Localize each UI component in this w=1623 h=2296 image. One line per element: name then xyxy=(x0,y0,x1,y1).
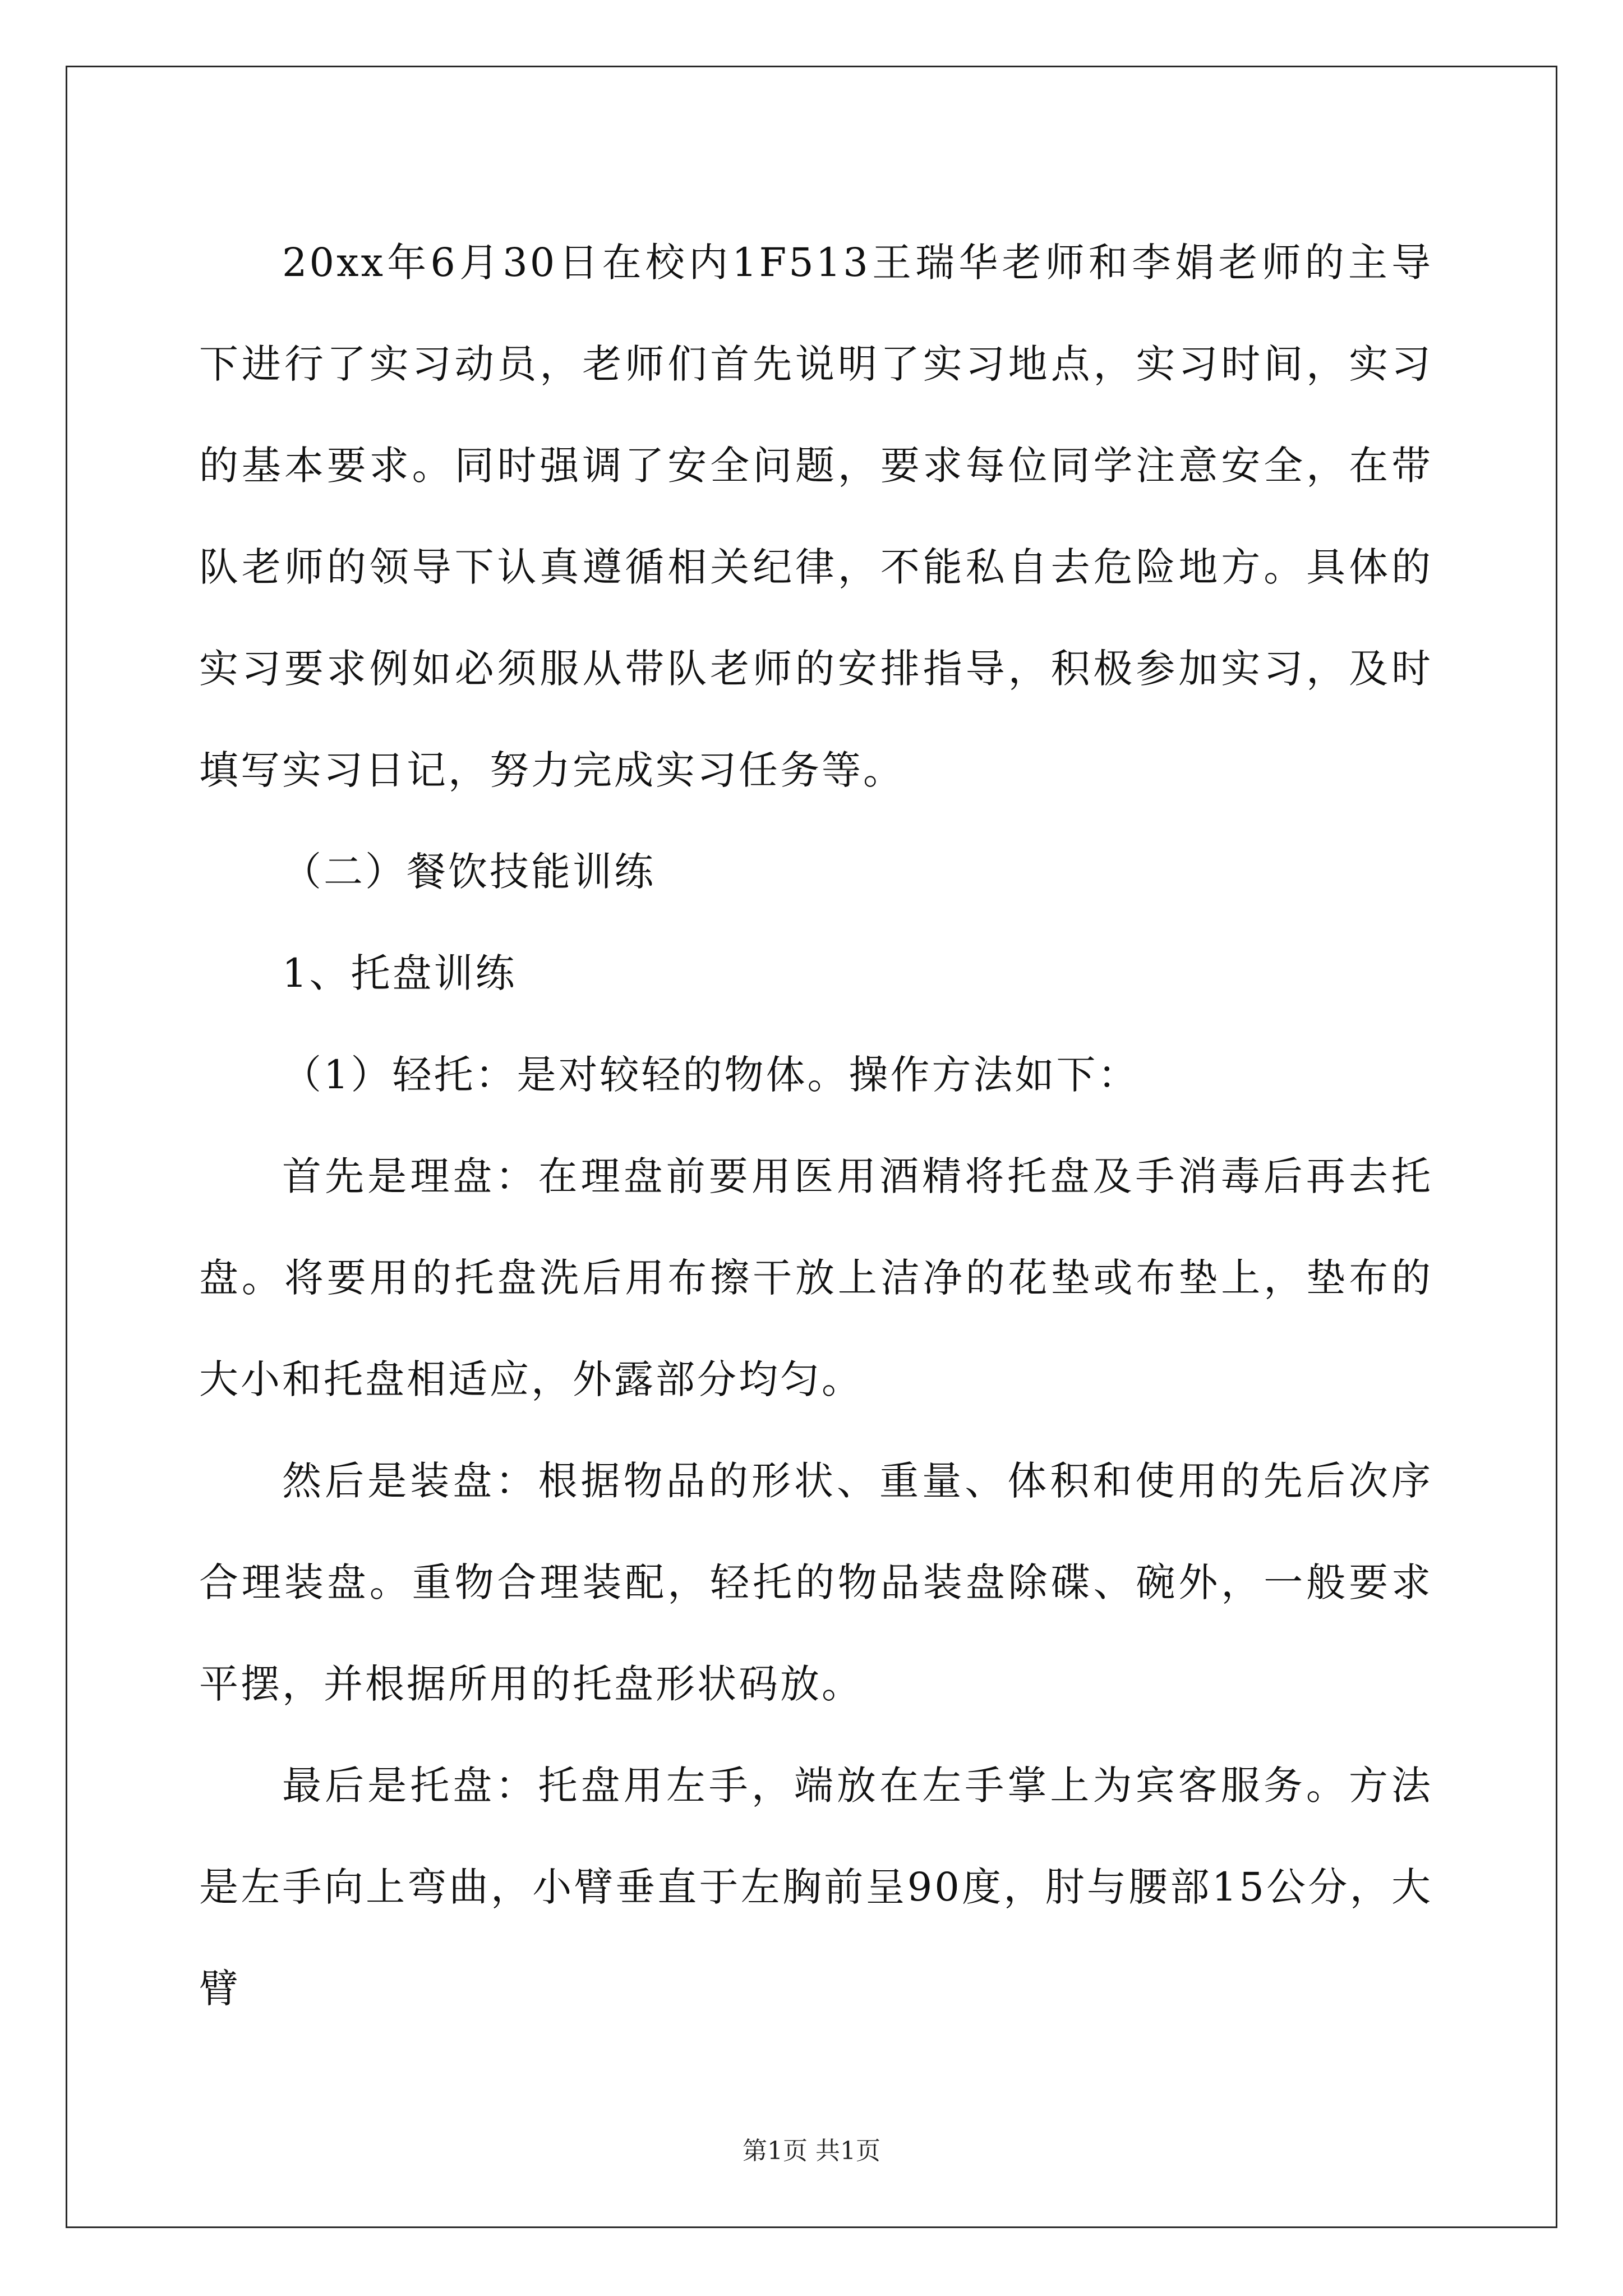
paragraph-tray-preparation: 首先是理盘：在理盘前要用医用酒精将托盘及手消毒后再去托盘。将要用的托盘洗后用布擦干放上洁净的花垫或布垫上，垫布的大小和托盘相适应，外露部分均匀。 xyxy=(199,1153,1433,1402)
paragraph-internship-mobilization: 20xx年6月30日在校内1F513王瑞华老师和李娟老师的主导下进行了实习动员，老师们首先说明了实习地点，实习时间，实习的基本要求。同时强调了安全问题，要求每位同学注意安全，在带队老师的领导下认真遵循相关纪律，不能私自去危险地方。具体的实习要求例如必须服从带队老师的安排指导，积极参加实习，及时填写实习日记，努力完成实习任务等。 xyxy=(199,240,1433,793)
subheading-light-tray: （1）轻托：是对较轻的物体。操作方法如下： xyxy=(282,1052,1140,1098)
document-body xyxy=(199,212,1433,2040)
section-heading-catering-skills: （二）餐饮技能训练 xyxy=(282,849,656,895)
paragraph-tray-loading: 然后是装盘：根据物品的形状、重量、体积和使用的先后次序合理装盘。重物合理装配，轻托的物品装盘除碟、碗外，一般要求平摆，并根据所用的托盘形状码放。 xyxy=(199,1458,1433,1707)
paragraph-tray-carrying: 最后是托盘：托盘用左手，端放在左手掌上为宾客服务。方法是左手向上弯曲，小臂垂直于左胸前呈90度，肘与腰部15公分，大臂 xyxy=(199,1763,1433,2012)
page-footer: 第1页 共1页 xyxy=(743,2137,880,2165)
subheading-tray-training: 1、托盘训练 xyxy=(282,950,517,996)
